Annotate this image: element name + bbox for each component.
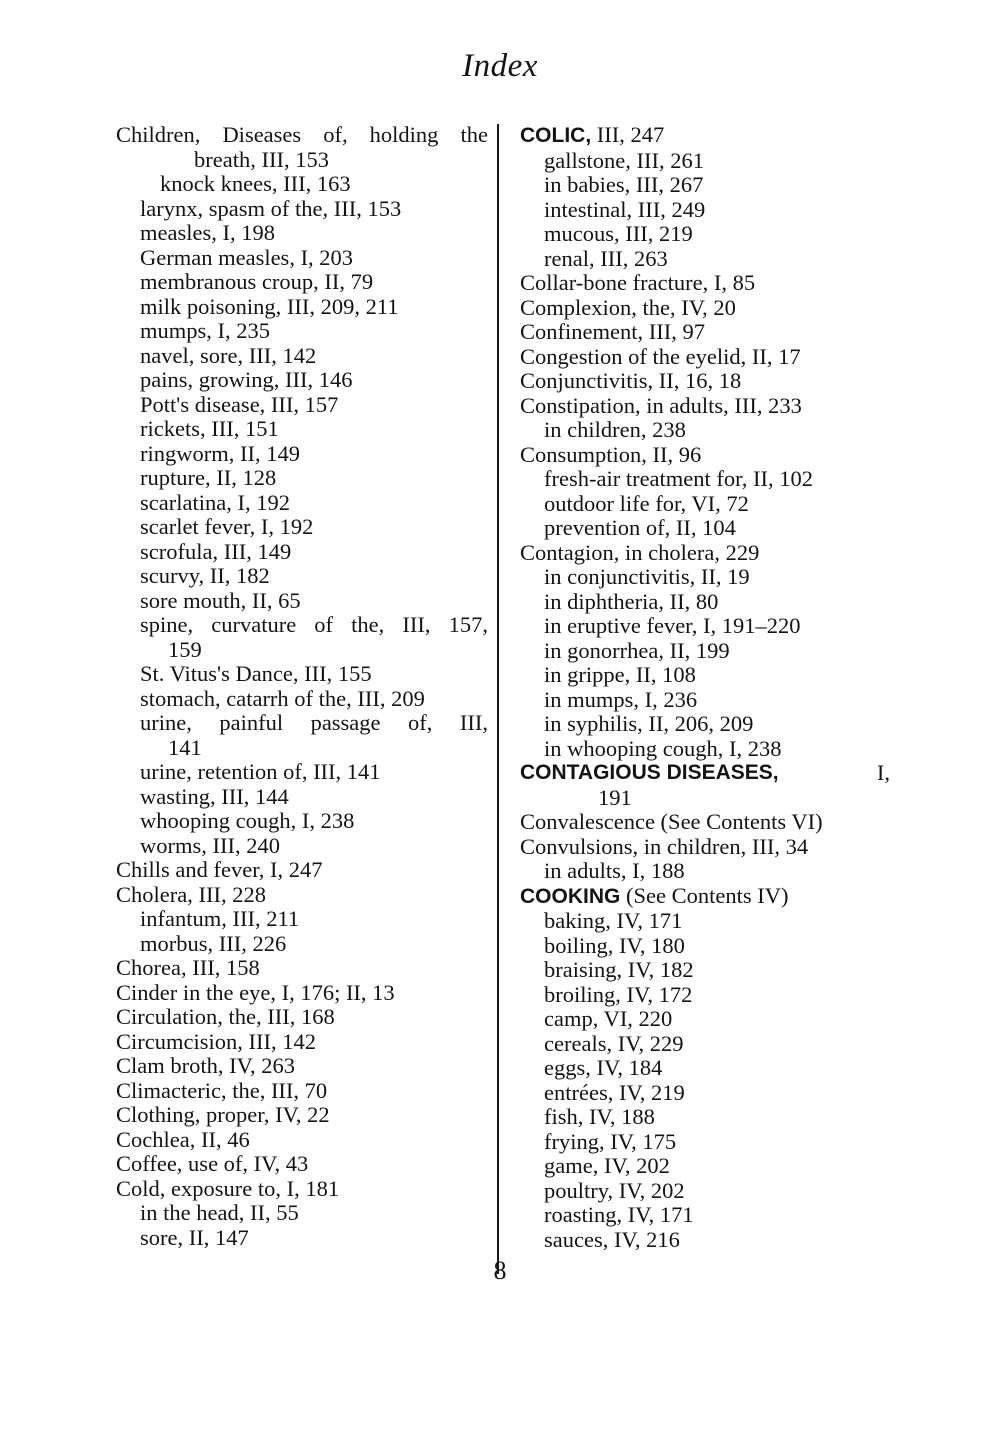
index-entry — [116, 564, 488, 589]
index-entry-text: knock knees, III, 163 — [160, 171, 351, 196]
index-entry — [520, 394, 890, 419]
index-entry — [520, 271, 890, 296]
index-entry-text: entrées, IV, 219 — [544, 1079, 685, 1105]
index-entry — [520, 1007, 890, 1032]
index-entry — [520, 1056, 890, 1081]
index-entry — [520, 590, 890, 615]
index-entry — [116, 466, 488, 491]
index-entry-text: larynx, spasm of the, III, 153 — [140, 195, 402, 221]
index-entry-text: in gonorrhea, II, 199 — [544, 637, 730, 663]
index-entry — [116, 589, 488, 614]
index-entry — [116, 809, 488, 834]
index-entry — [520, 320, 890, 345]
index-entry-text: broiling, IV, 172 — [544, 981, 693, 1007]
index-entry — [520, 934, 890, 959]
index-entry — [520, 835, 890, 860]
index-entry-text: scrofula, III, 149 — [140, 538, 292, 564]
index-entry-text: rickets, III, 151 — [140, 416, 279, 441]
index-entry-text: Circumcision, III, 142 — [116, 1028, 316, 1054]
index-entry-text: pains, growing, III, 146 — [140, 367, 353, 392]
index-entry-word: III, — [459, 710, 488, 735]
index-entry — [520, 1081, 890, 1106]
index-entry-word: the — [460, 122, 488, 147]
index-entry-text: ringworm, II, 149 — [140, 440, 300, 466]
index-entry-text: measles, I, 198 — [140, 220, 275, 245]
index-entry-text: infantum, III, 211 — [140, 906, 300, 931]
index-entry — [520, 541, 890, 566]
index-heading-entry — [520, 761, 890, 786]
justified-line — [140, 613, 488, 638]
index-entry-text: Conjunctivitis, II, 16, 18 — [520, 368, 742, 393]
index-entry-text: 191 — [598, 784, 632, 810]
index-entry — [116, 270, 488, 295]
index-entry-text: camp, VI, 220 — [544, 1006, 673, 1031]
index-entry-text: breath, III, 153 — [194, 146, 329, 172]
index-entry-text: Climacteric, the, III, 70 — [116, 1077, 328, 1103]
index-entry — [520, 492, 890, 517]
index-entry — [520, 418, 890, 443]
index-entry-text: renal, III, 263 — [544, 245, 668, 271]
index-entry — [116, 417, 488, 442]
index-entry-text: in babies, III, 267 — [544, 172, 704, 197]
index-entry — [116, 1128, 488, 1153]
index-entry — [116, 368, 488, 393]
index-entry-text: in mumps, I, 236 — [544, 686, 698, 712]
index-entry — [116, 883, 488, 908]
index-entry-word: of — [314, 612, 334, 637]
index-entry — [520, 737, 890, 762]
index-entry-text: 159 — [168, 636, 202, 662]
index-entry — [520, 859, 890, 884]
index-entry-text: whooping cough, I, 238 — [140, 808, 355, 833]
index-entry — [116, 172, 488, 197]
index-entry-word: holding — [369, 122, 439, 147]
index-column-left — [116, 123, 488, 1250]
index-entry-text: Chills and fever, I, 247 — [116, 857, 323, 882]
index-entry — [520, 663, 890, 688]
index-entry-word: of, — [408, 710, 433, 735]
index-entry-text: in whooping cough, I, 238 — [544, 735, 782, 761]
index-entry-text: German measles, I, 203 — [140, 244, 354, 270]
index-entry-text: 141 — [168, 734, 202, 760]
index-entry — [520, 296, 890, 321]
index-entry — [116, 1079, 488, 1104]
index-heading: COOKING — [520, 884, 621, 908]
index-entry — [116, 295, 488, 320]
index-entry — [116, 907, 488, 932]
index-entry — [116, 785, 488, 810]
index-entry-text: milk poisoning, III, 209, 211 — [140, 293, 399, 319]
index-entry — [520, 639, 890, 664]
index-heading: COLIC, — [520, 124, 592, 147]
index-entry-text: sore mouth, II, 65 — [140, 587, 301, 613]
index-entry — [520, 1130, 890, 1155]
index-entry-word: passage — [310, 710, 381, 735]
index-entry-text: in diphtheria, II, 80 — [544, 588, 719, 614]
index-heading-entry — [520, 123, 890, 149]
index-entry-text: in syphilis, II, 206, 209 — [544, 711, 754, 736]
index-entry-text: Cold, exposure to, I, 181 — [116, 1175, 340, 1201]
index-entry-text: in the head, II, 55 — [140, 1200, 299, 1225]
index-entry — [116, 1005, 488, 1030]
justified-line — [520, 761, 890, 786]
index-entry-word: the, — [351, 612, 385, 637]
index-entry — [116, 197, 488, 222]
page-number: 8 — [493, 1256, 507, 1285]
index-entry — [116, 148, 488, 173]
index-entry — [116, 1030, 488, 1055]
page-title: Index — [462, 48, 538, 84]
index-entry — [520, 565, 890, 590]
index-entry-text: membranous croup, II, 79 — [140, 269, 374, 294]
index-entry — [116, 1201, 488, 1226]
index-entry — [116, 515, 488, 540]
index-entry — [520, 173, 890, 198]
index-entry — [116, 956, 488, 981]
index-entry-text: mumps, I, 235 — [140, 318, 271, 343]
index-entry-text: outdoor life for, VI, 72 — [544, 490, 749, 516]
index-entry — [116, 540, 488, 565]
index-entry-text: sore, II, 147 — [140, 1224, 249, 1250]
index-entry-text: Circulation, the, III, 168 — [116, 1004, 335, 1029]
index-entry — [520, 198, 890, 223]
index-entry-text: Chorea, III, 158 — [116, 955, 260, 980]
index-entry — [116, 1152, 488, 1177]
index-entry-text: I, — [876, 760, 890, 785]
index-entry-text: fish, IV, 188 — [544, 1104, 655, 1129]
index-entry — [116, 393, 488, 418]
index-heading: CONTAGIOUS DISEASES, — [520, 761, 779, 784]
index-entry-text: eggs, IV, 184 — [544, 1055, 663, 1080]
index-entry-text: baking, IV, 171 — [544, 908, 683, 933]
index-entry — [116, 760, 488, 785]
index-entry-text: Consumption, II, 96 — [520, 441, 702, 467]
index-heading-entry — [520, 884, 890, 910]
index-entry — [116, 123, 488, 148]
index-entry-text: intestinal, III, 249 — [544, 196, 706, 222]
index-entry — [520, 1105, 890, 1130]
index-entry-text: prevention of, II, 104 — [544, 515, 736, 540]
index-entry-word: spine, — [140, 612, 194, 637]
index-entry-text: Clothing, proper, IV, 22 — [116, 1102, 330, 1127]
index-entry-text: (See Contents IV) — [620, 882, 789, 908]
index-entry-text: scurvy, II, 182 — [140, 563, 270, 588]
index-entry — [116, 1177, 488, 1202]
index-entry — [520, 443, 890, 468]
index-entry — [520, 712, 890, 737]
index-entry — [520, 810, 890, 835]
index-entry-word: Diseases — [222, 122, 302, 147]
index-entry — [520, 1154, 890, 1179]
index-entry — [116, 344, 488, 369]
index-entry-text: cereals, IV, 229 — [544, 1030, 684, 1056]
index-entry-text: frying, IV, 175 — [544, 1128, 677, 1154]
index-entry-text: sauces, IV, 216 — [544, 1226, 680, 1252]
index-entry-text: morbus, III, 226 — [140, 930, 287, 956]
index-entry-word: curvature — [211, 612, 297, 637]
index-entry — [116, 1226, 488, 1251]
index-entry — [520, 1179, 890, 1204]
index-entry — [520, 909, 890, 934]
index-entry-text: navel, sore, III, 142 — [140, 342, 317, 368]
index-entry — [520, 983, 890, 1008]
index-entry — [116, 319, 488, 344]
index-entry — [520, 467, 890, 492]
index-entry — [520, 516, 890, 541]
index-entry — [116, 613, 488, 638]
index-entry — [116, 834, 488, 859]
index-entry-text: in grippe, II, 108 — [544, 662, 696, 687]
index-entry — [520, 688, 890, 713]
index-entry-text: Convulsions, in children, III, 34 — [520, 833, 809, 859]
index-entry — [116, 858, 488, 883]
index-entry — [520, 958, 890, 983]
index-entry-text: stomach, catarrh of the, III, 209 — [140, 685, 425, 711]
index-entry — [520, 149, 890, 174]
index-entry — [520, 786, 890, 811]
index-entry-text: braising, IV, 182 — [544, 957, 694, 982]
index-entry-word: III, — [402, 612, 431, 637]
index-entry-text: boiling, IV, 180 — [544, 932, 685, 958]
index-entry-text: game, IV, 202 — [544, 1153, 670, 1178]
index-entry-text: scarlet fever, I, 192 — [140, 514, 314, 539]
index-entry — [520, 247, 890, 272]
index-entry — [116, 1103, 488, 1128]
index-entry-text: Constipation, in adults, III, 233 — [520, 392, 802, 418]
index-entry — [116, 246, 488, 271]
index-entry-word: Children, — [116, 122, 201, 147]
index-entry — [116, 711, 488, 736]
justified-line — [140, 711, 488, 736]
index-entry — [520, 614, 890, 639]
index-entry — [520, 345, 890, 370]
index-entry-text: Clam broth, IV, 263 — [116, 1053, 295, 1078]
index-entry-text: Pott's disease, III, 157 — [140, 391, 339, 417]
index-entry-text: Convalescence (See Contents VI) — [520, 809, 823, 834]
index-entry — [116, 736, 488, 761]
index-entry-text: Contagion, in cholera, 229 — [520, 539, 760, 565]
index-entry-text: in children, 238 — [544, 417, 686, 442]
justified-line — [116, 123, 488, 148]
index-entry-text: rupture, II, 128 — [140, 465, 277, 490]
index-entry-text: Collar-bone fracture, I, 85 — [520, 270, 756, 295]
index-entry-text: Cholera, III, 228 — [116, 881, 266, 907]
index-entry-text: wasting, III, 144 — [140, 783, 289, 809]
index-entry-text: fresh-air treatment for, II, 102 — [544, 466, 813, 491]
index-entry-text: Complexion, the, IV, 20 — [520, 294, 736, 320]
index-entry — [116, 1054, 488, 1079]
index-entry — [116, 221, 488, 246]
index-entry — [116, 662, 488, 687]
column-divider — [497, 124, 499, 1274]
index-entry — [116, 491, 488, 516]
index-entry — [520, 1203, 890, 1228]
index-entry-text: Confinement, III, 97 — [520, 319, 705, 344]
index-entry-text: Coffee, use of, IV, 43 — [116, 1151, 309, 1176]
index-entry-word: painful — [219, 710, 284, 735]
index-entry-text: worms, III, 240 — [140, 832, 280, 858]
index-entry-word: 157, — [448, 612, 488, 637]
index-entry-text: in adults, I, 188 — [544, 858, 685, 883]
index-entry-text: Cochlea, II, 46 — [116, 1126, 250, 1152]
index-entry-text: in conjunctivitis, II, 19 — [544, 564, 750, 589]
index-entry — [520, 369, 890, 394]
index-entry-text: St. Vitus's Dance, III, 155 — [140, 661, 372, 686]
index-entry-text: gallstone, III, 261 — [544, 147, 704, 173]
index-entry — [520, 222, 890, 247]
index-entry-text: Cinder in the eye, I, 176; II, 13 — [116, 979, 395, 1005]
index-entry — [520, 1228, 890, 1253]
index-entry — [520, 1032, 890, 1057]
index-entry-text: III, 247 — [591, 122, 665, 147]
index-entry — [116, 638, 488, 663]
index-entry-word: urine, — [140, 710, 192, 735]
index-entry-text: urine, retention of, III, 141 — [140, 759, 381, 784]
index-entry-text: in eruptive fever, I, 191–220 — [544, 613, 801, 638]
index-entry-word: of, — [323, 122, 348, 147]
index-entry — [116, 687, 488, 712]
index-entry-text: Congestion of the eyelid, II, 17 — [520, 343, 801, 369]
index-entry — [116, 981, 488, 1006]
index-entry — [116, 932, 488, 957]
index-entry-text: mucous, III, 219 — [544, 221, 693, 246]
index-entry-text: roasting, IV, 171 — [544, 1202, 694, 1227]
index-entry-text: scarlatina, I, 192 — [140, 489, 290, 515]
index-entry — [116, 442, 488, 467]
index-column-right — [520, 123, 890, 1252]
index-entry-text: poultry, IV, 202 — [544, 1177, 685, 1203]
